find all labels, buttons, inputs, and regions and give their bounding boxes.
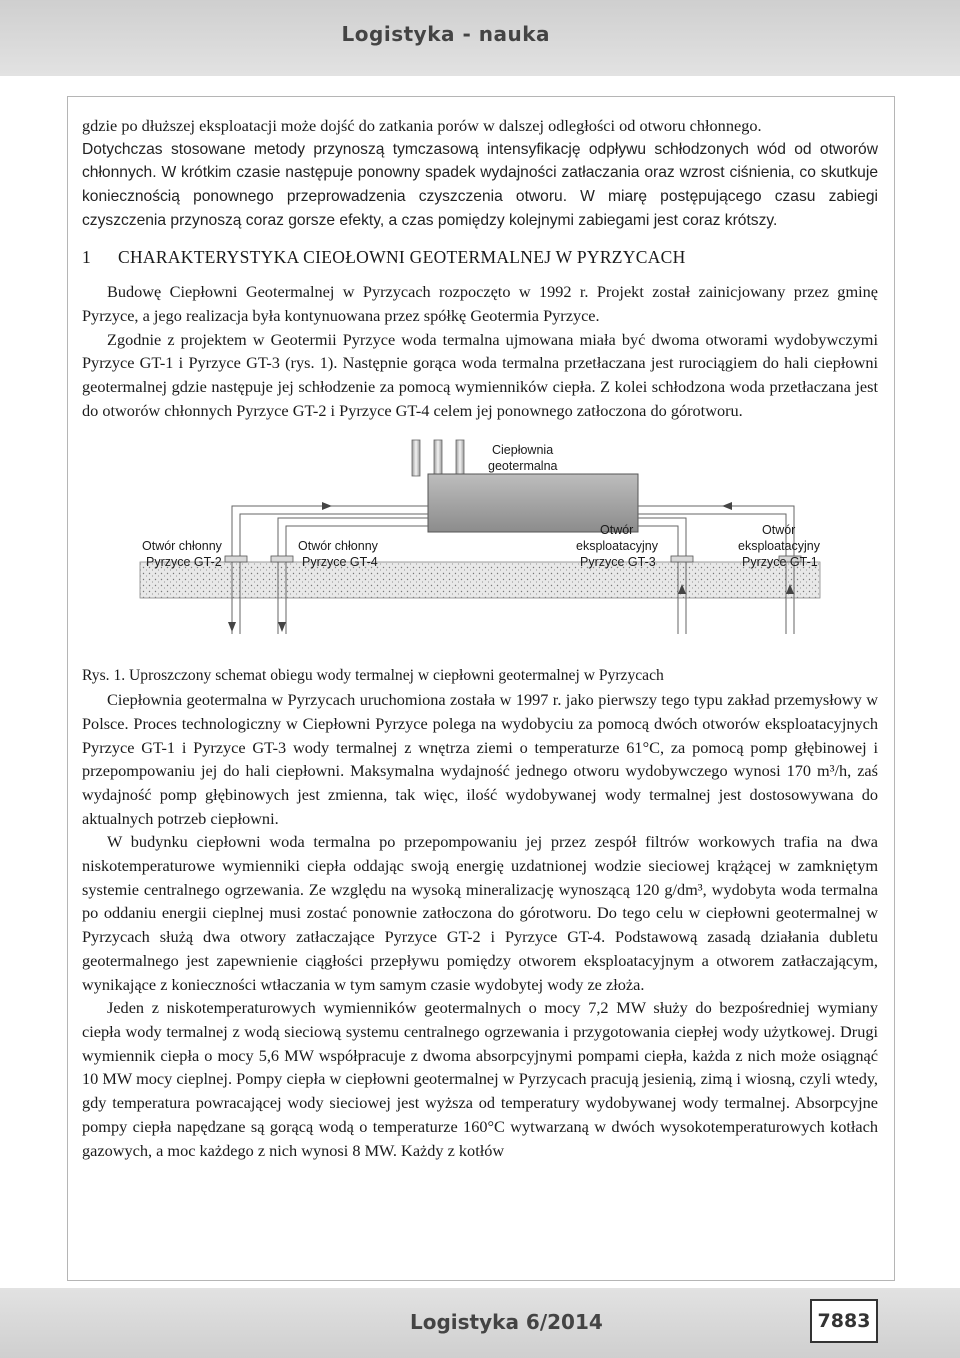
well-gt3-label-line2: eksploatacyjny [576, 539, 658, 554]
well-gt3-label-line3: Pyrzyce GT-3 [580, 555, 656, 570]
well-gt2-label-line2: Pyrzyce GT-2 [146, 555, 222, 570]
plant-label-line2: geotermalna [488, 459, 558, 474]
chimneys [412, 440, 464, 476]
paragraph-section-1: Budowę Ciepłowni Geotermalnej w Pyrzycach rozpoczęto w 1992 r. Projekt został zainicjowany przez gminę Pyrzyce, a jego realizacja była kontynuowana przez spółkę Geotermia Pyrzyce. [82, 282, 878, 325]
article-body [82, 114, 878, 1162]
journal-section-title: Logistyka - nauka [341, 22, 550, 46]
paragraph-intro-1: gdzie po dłuższej eksploatacji może dojść do zatkania porów w dalszej odległości od otworu chłonnego. [82, 116, 762, 135]
well-gt1-label-line2: eksploatacyjny [738, 539, 820, 554]
section-heading [82, 246, 878, 270]
paragraph-intro-2: Dotychczas stosowane metody przynoszą tymczasową intensyfikację odpływu schłodzonych wód od otworów chłonnych. W krótkim czasie następuje ponowny spadek wydajności zatłaczania oraz wzrost ciśnienia, co skutkuje koniecznością ponownego przeprowadzenia czyszczenia otworu. W miarę postępującego czasu zabiegi czyszczenia przynoszą coraz gorsze efekty, a czas pomiędzy kolejnymi zabiegami jest coraz krótszy. [82, 140, 878, 229]
well-gt1-label-line1: Otwór [762, 523, 796, 538]
well-gt1-label-line3: Pyrzyce GT-1 [742, 555, 818, 570]
section-title: CHARAKTERYSTYKA CIEOŁOWNI GEOTERMALNEJ W PYRZYCACH [118, 246, 686, 267]
section-number: 1 [82, 246, 92, 267]
paragraph-body-1: Ciepłownia geotermalna w Pyrzycach uruchomiona została w 1997 r. jako pierwszy tego typu zakład przemysłowy w Polsce. Proces technologiczny w Ciepłowni Pyrzyce polega na wydobyciu za pomocą dwóch otworów eksploatacyjnych Pyrzyce GT-1 i Pyrzyce GT-3 wody termalnej z wnętrza ziemi o temperaturze 61°C, za pomocą pomp głębinowej i przepompowaniu jej do hali ciepłowni. Maksymalna wydajność jednego otworu wydobywczego wynosi 170 m³/h, zaś wydajność pomp głębinowych jest zmienna, tak więc, ilość wydobywanej wody termalnej jest dostosowywana do aktualnych potrzeb ciepłowni. [82, 690, 878, 828]
well-gt4-label-line1: Otwór chłonny [298, 539, 378, 554]
plant-label-line1: Ciepłownia [492, 443, 554, 458]
well-gt2-label-line1: Otwór chłonny [142, 539, 222, 554]
page-number: 7883 [810, 1299, 878, 1343]
paragraph-section-2: Zgodnie z projektem w Geotermii Pyrzyce woda termalna ujmowana miała być dwoma otworami wydobywczymi Pyrzyce GT-1 i Pyrzyce GT-3 (rys. 1). Następnie gorąca woda termalna przetłaczana jest rurociągiem do hali ciepłowni geotermalnej gdzie następuje jej schłodzenie za pomocą wymienników ciepła. Z kolei schłodzona woda przetłaczana jest do otworów chłonnych Pyrzyce GT-2 i Pyrzyce GT-4 celem jej ponownego zatłoczona do górotworu. [82, 329, 878, 420]
figure-caption: Rys. 1. Uproszczony schemat obiegu wody termalnej w ciepłowni geotermalnej w Pyrzycach [82, 667, 664, 685]
paragraph-body-2: W budynku ciepłowni woda termalna po przepompowaniu jej przez zespół filtrów workowych trafia na dwa niskotemperaturowe wymienniki ciepła oddając swoją energię uzdatnionej wodzie sieciowej krążącej w zamkniętym systemie centralnego ogrzewania. Ze względu na wysoką mineralizację wynoszącą 120 g/dm³, wydobyta woda termalna po oddaniu energii cieplnej musi zostać ponownie zatłoczona do górotworu. Do tego celu w ciepłowni geotermalnej w Pyrzycach służą dwa otwory zatłaczające Pyrzyce GT-2 i Pyrzyce GT-4. Podstawową zasadą działania dubletu geotermalnego jest zapewnienie ciągłości przepływu pomiędzy otworem eksploatacyjnym a otworem zatłaczającym, wynikające z konieczności wtłaczania w tym samym czasie wydobytej wody ze złoża. [82, 832, 878, 994]
ground-layer [140, 562, 820, 598]
well-gt3-label-line1: Otwór [600, 523, 634, 538]
paragraph-body-3: Jeden z niskotemperaturowych wymienników geotermalnych o mocy 7,2 MW służy do bezpośredniej wymiany ciepła wody termalnej z wodą sieciową systemu centralnego ogrzewania i przygotowania ciepłej wody użytkowej. Drugi wymiennik ciepła o mocy 5,6 MW współpracuje z dwoma absorpcyjnymi pompami ciepła, każda z nich może osiągnąć 10 MW mocy cieplnej. Pompy ciepła w ciepłowni geotermalnej w Pyrzycach pracują jesienią, zimą i wiosną, czyli wtedy, gdy temperatura powracającej wody sieciowej jest wyższa od temperatury wydobywanej wody termalnej. Absorpcyjne pompy ciepła napędzane są gorącą wodą o temperaturze 160°C wytwarzaną w dwóch wysokotemperaturowych kotłach gazowych, a moc każdego z nich wynosi 8 MW. Każdy z kotłów [82, 998, 878, 1160]
figure-diagram [82, 434, 878, 664]
well-gt4-label-line2: Pyrzyce GT-4 [302, 555, 378, 570]
journal-issue: Logistyka 6/2014 [410, 1310, 603, 1334]
geothermal-diagram [82, 434, 878, 664]
